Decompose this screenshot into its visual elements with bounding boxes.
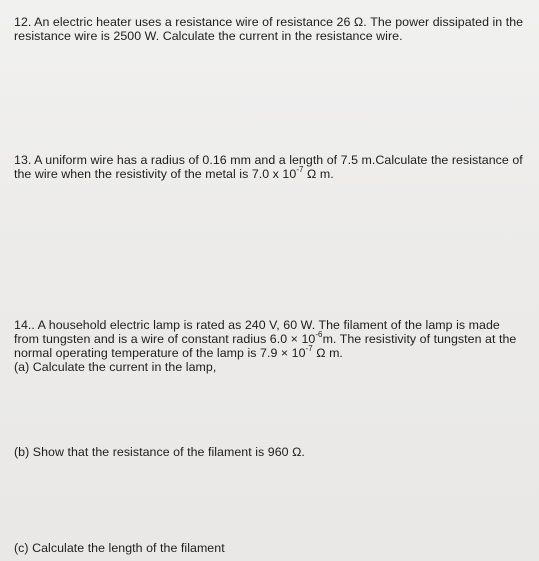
question-14-part-b: (b) Show that the resistance of the filament is 960 Ω. — [14, 445, 305, 459]
question-14-radius-exponent: -6 — [315, 329, 323, 339]
question-13-line-1: 13. A uniform wire has a radius of 0.16 mm and a length of 7.5 m.Calculate the resistance of — [14, 153, 523, 167]
question-12-line-1: 12. An electric heater uses a resistance wire of resistance 26 Ω. The power dissipated in the — [14, 15, 524, 29]
question-14-line-3-text: normal operating temperature of the lamp is 7.9 × 10 — [14, 346, 306, 360]
question-12-line-2: resistance wire is 2500 W. Calculate the current in the resistance wire. — [14, 29, 403, 43]
question-14-part-c: (c) Calculate the length of the filament — [14, 541, 225, 555]
question-12 — [14, 15, 524, 43]
question-13-line-2-unit: Ω m. — [303, 167, 334, 181]
question-14-line-2-text: from tungsten and is a wire of constant radius 6.0 × 10 — [14, 332, 316, 346]
question-14-part-a: (a) Calculate the current in the lamp, — [14, 360, 217, 374]
question-14-line-1: 14.. A household electric lamp is rated as 240 V, 60 W. The filament of the lamp is made — [14, 318, 500, 332]
question-14-line-2 — [14, 329, 519, 346]
question-14-part-b-block — [14, 445, 519, 459]
question-14-part-c-block — [14, 541, 519, 555]
question-13-line-2-text: the wire when the resistivity of the metal is 7.0 x 10 — [14, 167, 297, 181]
question-13-exponent: -7 — [296, 164, 304, 174]
question-14-line-3 — [14, 343, 519, 360]
question-14 — [14, 318, 519, 374]
question-14-line-2-rest: m. The resistivity of tungsten at the — [322, 332, 517, 346]
question-14-line-3-unit: Ω m. — [312, 346, 343, 360]
question-13-line-2 — [14, 164, 519, 181]
question-13 — [14, 153, 523, 181]
question-14-resistivity-exponent: -7 — [305, 343, 313, 353]
